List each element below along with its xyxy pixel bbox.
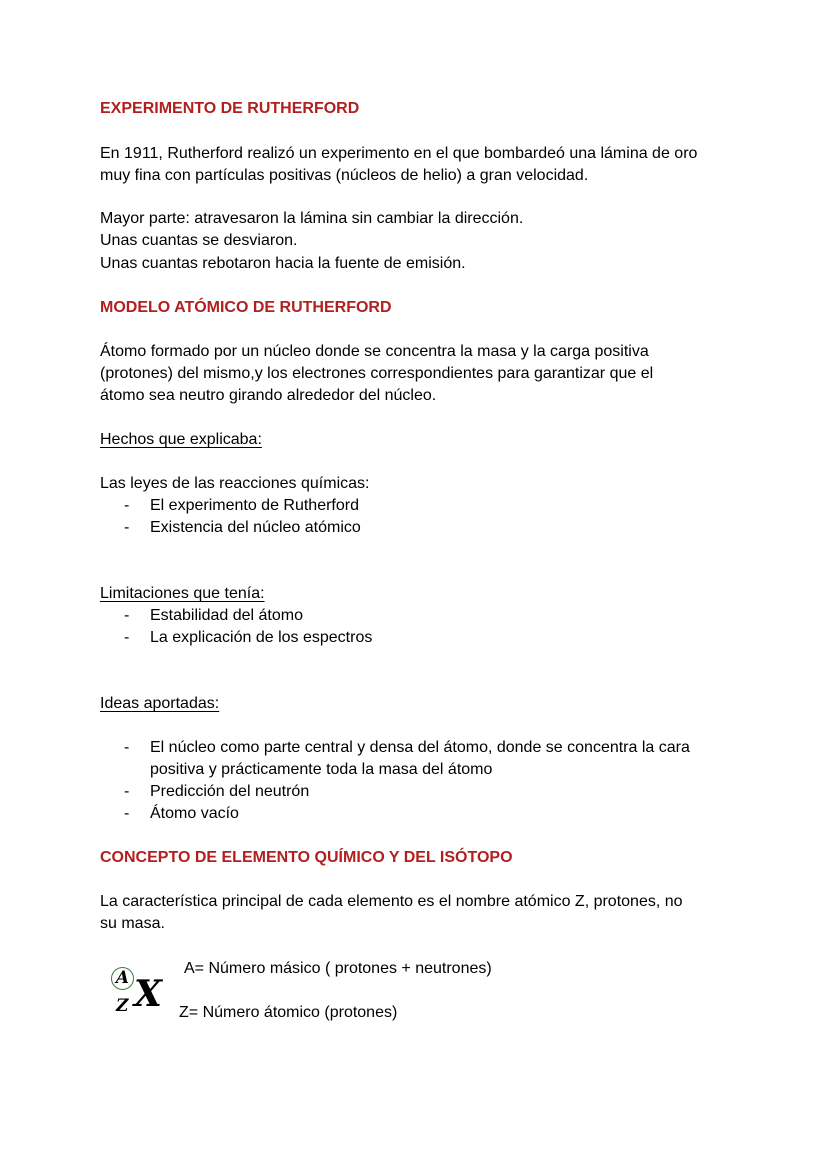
section-title-experimento: EXPERIMENTO DE RUTHERFORD [100, 100, 360, 117]
result-line: Unas cuantas se desviaron. [100, 232, 298, 249]
bullet-dash: - [124, 805, 130, 822]
bullet-dash: - [124, 607, 130, 624]
bullet-dash: - [124, 497, 130, 514]
limitaciones-heading: Limitaciones que tenía: [100, 585, 265, 602]
element-symbol: X [134, 973, 162, 1015]
bullet-dash: - [124, 739, 130, 756]
result-line: Unas cuantas rebotaron hacia la fuente de emisión. [100, 255, 466, 272]
paragraph-line: Átomo formado por un núcleo donde se concentra la masa y la carga positiva [100, 343, 649, 360]
paragraph-line: muy fina con partículas positivas (núcleos de helio) a gran velocidad. [100, 167, 589, 184]
result-line: Mayor parte: atravesaron la lámina sin cambiar la dirección. [100, 210, 524, 227]
bullet-dash: - [124, 783, 130, 800]
atomic-number-symbol: Z [116, 996, 129, 1016]
paragraph-line: átomo sea neutro girando alrededor del núcleo. [100, 387, 437, 404]
paragraph-line: En 1911, Rutherford realizó un experimento en el que bombardeó una lámina de oro [100, 145, 698, 162]
isotope-notation [108, 964, 170, 1024]
bullet-dash: - [124, 629, 130, 646]
hechos-intro: Las leyes de las reacciones químicas: [100, 475, 370, 492]
bullet-dash: - [124, 519, 130, 536]
ideas-heading: Ideas aportadas: [100, 695, 220, 712]
mass-number-definition: A= Número másico ( protones + neutrones) [184, 960, 492, 977]
section-title-elemento: CONCEPTO DE ELEMENTO QUÍMICO Y DEL ISÓTOPO [100, 849, 513, 866]
paragraph-line: su masa. [100, 915, 165, 932]
paragraph-line: (protones) del mismo,y los electrones correspondientes para garantizar que el [100, 365, 654, 382]
mass-number-symbol: A [111, 967, 134, 990]
section-title-modelo: MODELO ATÓMICO DE RUTHERFORD [100, 299, 392, 316]
paragraph-line: La característica principal de cada elemento es el nombre atómico Z, protones, no [100, 893, 683, 910]
atomic-number-definition: Z= Número átomico (protones) [179, 1004, 398, 1021]
hechos-heading: Hechos que explicaba: [100, 431, 262, 448]
